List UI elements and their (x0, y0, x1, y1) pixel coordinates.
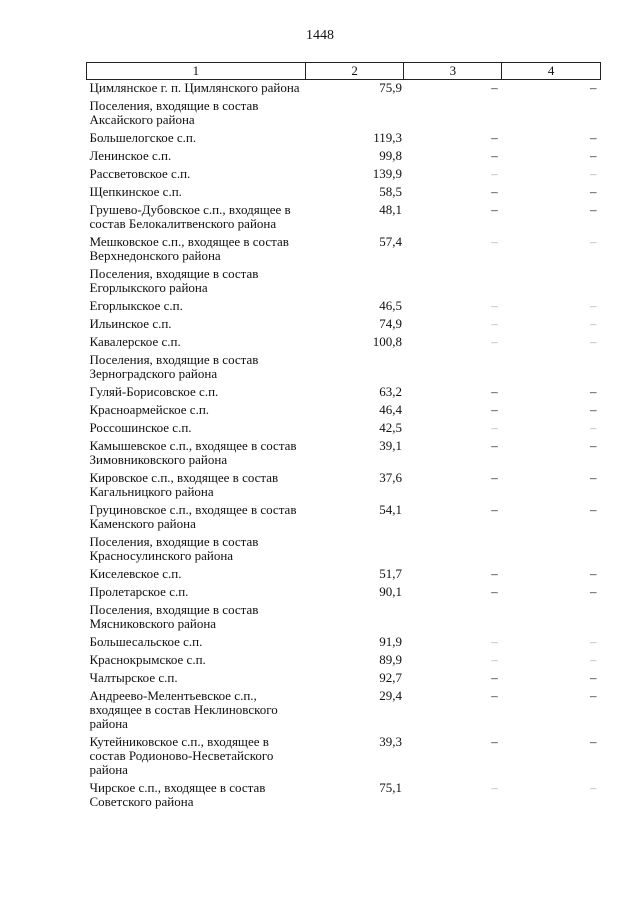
table-row (87, 503, 601, 535)
column-4-cell: – (590, 670, 597, 685)
value-cell: 91,9 (379, 634, 402, 649)
value-cell: 63,2 (379, 384, 402, 399)
column-3-cell: – (491, 438, 498, 453)
settlement-name-cell: Красноармейское с.п. (89, 402, 210, 417)
column-3-cell: – (491, 148, 498, 163)
value-cell: 99,8 (379, 148, 402, 163)
table-row (87, 185, 601, 203)
table-row (87, 385, 601, 403)
column-4-cell: – (590, 148, 597, 163)
value-cell: 75,1 (379, 780, 402, 795)
table-row (87, 653, 601, 671)
column-3-cell: – (491, 166, 498, 181)
settlement-name-cell: Большесальское с.п. (89, 634, 203, 649)
settlement-name-cell: Мешковское с.п., входящее в состав Верхнедонского района (89, 234, 289, 263)
column-header-4: 4 (502, 63, 601, 80)
table-row (87, 567, 601, 585)
table-row (87, 167, 601, 185)
table-row (87, 317, 601, 335)
value-cell: 46,4 (379, 402, 402, 417)
column-3-cell: – (491, 130, 498, 145)
column-4-cell: – (590, 438, 597, 453)
value-cell: 58,5 (379, 184, 402, 199)
table-row (87, 439, 601, 471)
settlement-name-cell: Кировское с.п., входящее в состав Кагальницкого района (89, 470, 279, 499)
column-3-cell: – (491, 688, 498, 703)
value-cell: 139,9 (372, 166, 402, 181)
column-4-cell: – (590, 202, 597, 217)
table-row (87, 335, 601, 353)
column-3-cell: – (491, 780, 498, 795)
column-4-cell: – (590, 634, 597, 649)
column-4-cell: – (590, 584, 597, 599)
column-4-cell: – (590, 502, 597, 517)
settlement-name-cell: Чирское с.п., входящее в состав Советского района (89, 780, 266, 809)
data-table (86, 62, 601, 813)
table-row (87, 671, 601, 689)
column-3-cell (404, 353, 502, 385)
column-4-cell: – (590, 298, 597, 313)
value-cell: 100,8 (372, 334, 402, 349)
settlement-name-cell: Поселения, входящие в состав Мясниковского района (89, 602, 259, 631)
column-4-cell: – (590, 470, 597, 485)
column-3-cell: – (491, 184, 498, 199)
value-cell: 48,1 (379, 202, 402, 217)
value-cell: 92,7 (379, 670, 402, 685)
header-row (87, 63, 601, 80)
settlement-name-cell: Поселения, входящие в состав Красносулинского района (89, 534, 259, 563)
table-row (87, 80, 601, 100)
column-3-cell: – (491, 80, 498, 95)
column-3-cell: – (491, 470, 498, 485)
settlement-name-cell: Гуляй-Борисовское с.п. (89, 384, 219, 399)
value-cell: 51,7 (379, 566, 402, 581)
settlement-name-cell: Цимлянское г. п. Цимлянского района (89, 80, 300, 95)
settlement-name-cell: Чалтырское с.п. (89, 670, 178, 685)
value-cell: 29,4 (379, 688, 402, 703)
column-3-cell (404, 267, 502, 299)
value-cell: 119,3 (373, 130, 402, 145)
settlement-name-cell: Андреево-Мелентьевское с.п., входящее в состав Неклиновского района (89, 688, 278, 731)
value-cell: 74,9 (379, 316, 402, 331)
settlement-name-cell: Щепкинское с.п. (89, 184, 182, 199)
table-body (87, 80, 601, 814)
table-row (87, 353, 601, 385)
table-row (87, 585, 601, 603)
settlement-name-cell: Грушево-Дубовское с.п., входящее в состав Белокалитвенского района (89, 202, 291, 231)
value-cell: 89,9 (379, 652, 402, 667)
settlement-name-cell: Большелогское с.п. (89, 130, 197, 145)
settlement-name-cell: Поселения, входящие в состав Егорлыкского района (89, 266, 259, 295)
value-cell: 90,1 (379, 584, 402, 599)
column-3-cell: – (491, 202, 498, 217)
value-cell: 54,1 (379, 502, 402, 517)
column-3-cell: – (491, 734, 498, 749)
table-row (87, 535, 601, 567)
value-cell (305, 99, 404, 131)
column-4-cell: – (590, 384, 597, 399)
value-cell (305, 267, 404, 299)
table-row (87, 203, 601, 235)
column-3-cell: – (491, 402, 498, 417)
value-cell: 75,9 (379, 80, 402, 95)
value-cell (305, 535, 404, 567)
settlement-name-cell: Пролетарское с.п. (89, 584, 189, 599)
table-row (87, 689, 601, 735)
settlement-name-cell: Ленинское с.п. (89, 148, 172, 163)
value-cell: 46,5 (379, 298, 402, 313)
table-row (87, 635, 601, 653)
table-row (87, 421, 601, 439)
column-4-cell: – (590, 688, 597, 703)
value-cell: 39,3 (379, 734, 402, 749)
column-3-cell (404, 603, 502, 635)
column-3-cell: – (491, 234, 498, 249)
column-4-cell: – (590, 566, 597, 581)
column-header-1: 1 (87, 63, 306, 80)
column-4-cell (502, 535, 601, 567)
settlement-name-cell: Россошинское с.п. (89, 420, 192, 435)
column-4-cell: – (590, 652, 597, 667)
column-3-cell: – (491, 634, 498, 649)
column-3-cell: – (491, 334, 498, 349)
value-cell: 37,6 (379, 470, 402, 485)
column-4-cell (502, 353, 601, 385)
column-4-cell: – (590, 130, 597, 145)
settlement-name-cell: Кавалерское с.п. (89, 334, 181, 349)
table-row (87, 603, 601, 635)
table-header (87, 63, 601, 80)
value-cell: 39,1 (379, 438, 402, 453)
page-number: 1448 (306, 28, 334, 43)
column-4-cell: – (590, 780, 597, 795)
column-4-cell (502, 99, 601, 131)
column-3-cell: – (491, 384, 498, 399)
column-4-cell: – (590, 420, 597, 435)
value-cell (305, 603, 404, 635)
table-row (87, 735, 601, 781)
column-3-cell: – (491, 420, 498, 435)
settlement-name-cell: Егорлыкское с.п. (89, 298, 183, 313)
column-3-cell: – (491, 566, 498, 581)
table-row (87, 403, 601, 421)
column-4-cell: – (590, 316, 597, 331)
column-3-cell: – (491, 584, 498, 599)
column-4-cell: – (590, 184, 597, 199)
settlement-name-cell: Краснокрымское с.п. (89, 652, 206, 667)
column-3-cell: – (491, 670, 498, 685)
column-4-cell (502, 267, 601, 299)
table-row (87, 149, 601, 167)
value-cell (305, 353, 404, 385)
column-4-cell: – (590, 166, 597, 181)
column-3-cell: – (491, 502, 498, 517)
settlement-name-cell: Рассветовское с.п. (89, 166, 191, 181)
settlement-name-cell: Кутейниковское с.п., входящее в состав Родионово-Несветайского района (89, 734, 274, 777)
table-row (87, 235, 601, 267)
settlement-name-cell: Ильинское с.п. (89, 316, 172, 331)
settlement-name-cell: Поселения, входящие в состав Аксайского района (89, 98, 259, 127)
table-row (87, 99, 601, 131)
table-row (87, 781, 601, 813)
value-cell: 57,4 (379, 234, 402, 249)
column-4-cell (502, 603, 601, 635)
settlement-name-cell: Камышевское с.п., входящее в состав Зимовниковского района (89, 438, 297, 467)
column-3-cell (404, 535, 502, 567)
column-4-cell: – (590, 234, 597, 249)
table-row (87, 131, 601, 149)
column-header-3: 3 (404, 63, 502, 80)
table-row (87, 299, 601, 317)
settlement-name-cell: Поселения, входящие в состав Зерноградского района (89, 352, 259, 381)
column-4-cell: – (590, 80, 597, 95)
settlement-name-cell: Груциновское с.п., входящее в состав Каменского района (89, 502, 297, 531)
settlement-name-cell: Киселевское с.п. (89, 566, 182, 581)
column-header-2: 2 (305, 63, 404, 80)
column-4-cell: – (590, 334, 597, 349)
column-3-cell: – (491, 652, 498, 667)
column-4-cell: – (590, 734, 597, 749)
table-row (87, 471, 601, 503)
value-cell: 42,5 (379, 420, 402, 435)
column-3-cell: – (491, 316, 498, 331)
table-row (87, 267, 601, 299)
column-4-cell: – (590, 402, 597, 417)
column-3-cell: – (491, 298, 498, 313)
column-3-cell (404, 99, 502, 131)
